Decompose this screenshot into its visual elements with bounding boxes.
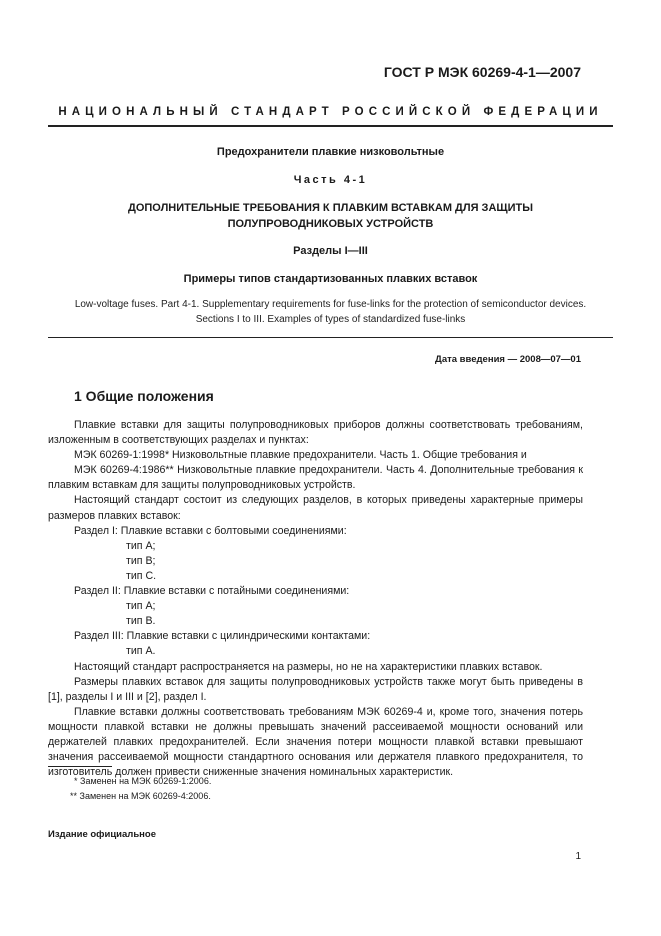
list-item: тип B; — [126, 554, 156, 567]
footnote-1: * Заменен на МЭК 60269-1:2006. — [74, 776, 212, 786]
english-title-line2: Sections I to III. Examples of types of standardized fuse-links — [195, 314, 466, 325]
main-title-line2: ПОЛУПРОВОДНИКОВЫХ УСТРОЙСТВ — [227, 218, 434, 230]
list-item: Раздел III: Плавкие вставки с цилиндрическими контактами: — [74, 630, 371, 643]
sections-label: Разделы I—III — [293, 245, 368, 257]
footnote-rule — [48, 766, 112, 767]
section-heading: 1 Общие положения — [74, 388, 214, 404]
part-label: Часть 4-1 — [293, 174, 368, 186]
paragraph: Размеры плавких вставок для защиты полупроводниковых устройств также могут быть приведены в [1], разделы I и III и [2], раздел I. — [48, 675, 583, 703]
title-rule — [48, 337, 613, 338]
section-body — [48, 418, 583, 780]
paragraph: Плавкие вставки должны соответствовать требованиям МЭК 60269-4 и, кроме того, значения потерь мощности плавкой вставки не должны превышать значений рассеиваемой мощности оснований или держателей плавких предохранителей. Если значения потери мощности плавкой вставки превышают значения рассеиваемой мощности стандартного основания или держателя плавкого предохранителя, то изготовитель должен привести сниженные значения номинальных характеристик. — [48, 705, 583, 779]
list-item: Раздел II: Плавкие вставки с потайными соединениями: — [74, 585, 350, 598]
list-item: тип C. — [126, 569, 157, 582]
national-standard-heading: НАЦИОНАЛЬНЫЙ СТАНДАРТ РОССИЙСКОЙ ФЕДЕРАЦИИ — [58, 106, 603, 118]
paragraph: МЭК 60269-4:1986** Низковольтные плавкие предохранители. Часть 4. Дополнительные требования к плавким вставкам для защиты полупроводниковых устройств. — [48, 464, 583, 492]
english-title — [48, 297, 613, 327]
list-item: тип A. — [126, 645, 156, 658]
paragraph: Настоящий стандарт распространяется на размеры, но не на характеристики плавких вставок. — [74, 660, 543, 673]
document-code: ГОСТ Р МЭК 60269-4-1—2007 — [383, 64, 581, 80]
list-item: Раздел I: Плавкие вставки с болтовыми соединениями: — [74, 524, 347, 537]
paragraph: МЭК 60269-1:1998* Низковольтные плавкие предохранители. Часть 1. Общие требования и — [74, 449, 527, 462]
edition-label: Издание официальное — [48, 829, 156, 840]
list-item: тип B. — [126, 615, 156, 628]
list-item: тип A; — [126, 600, 156, 613]
main-title — [48, 200, 613, 232]
page-number: 1 — [575, 851, 581, 862]
examples-label: Примеры типов стандартизованных плавких вставок — [183, 273, 478, 285]
header-rule — [48, 125, 613, 127]
paragraph: Плавкие вставки для защиты полупроводниковых приборов должны соответствовать требованиям, изложенным в соответствующих разделах и пунктах: — [48, 419, 583, 447]
footnote-2: ** Заменен на МЭК 60269-4:2006. — [70, 791, 211, 801]
english-title-line1: Low-voltage fuses. Part 4-1. Supplementary requirements for fuse-links for the protection of semiconductor devices. — [74, 299, 587, 310]
main-title-line1: ДОПОЛНИТЕЛЬНЫЕ ТРЕБОВАНИЯ К ПЛАВКИМ ВСТАВКАМ ДЛЯ ЗАЩИТЫ — [127, 202, 533, 214]
subtitle: Предохранители плавкие низковольтные — [216, 146, 445, 158]
list-item: тип A; — [126, 539, 156, 552]
paragraph: Настоящий стандарт состоит из следующих разделов, в которых приведены характерные примеры размеров плавких вставок: — [48, 494, 583, 522]
introduction-date: Дата введения — 2008—07—01 — [435, 354, 581, 365]
